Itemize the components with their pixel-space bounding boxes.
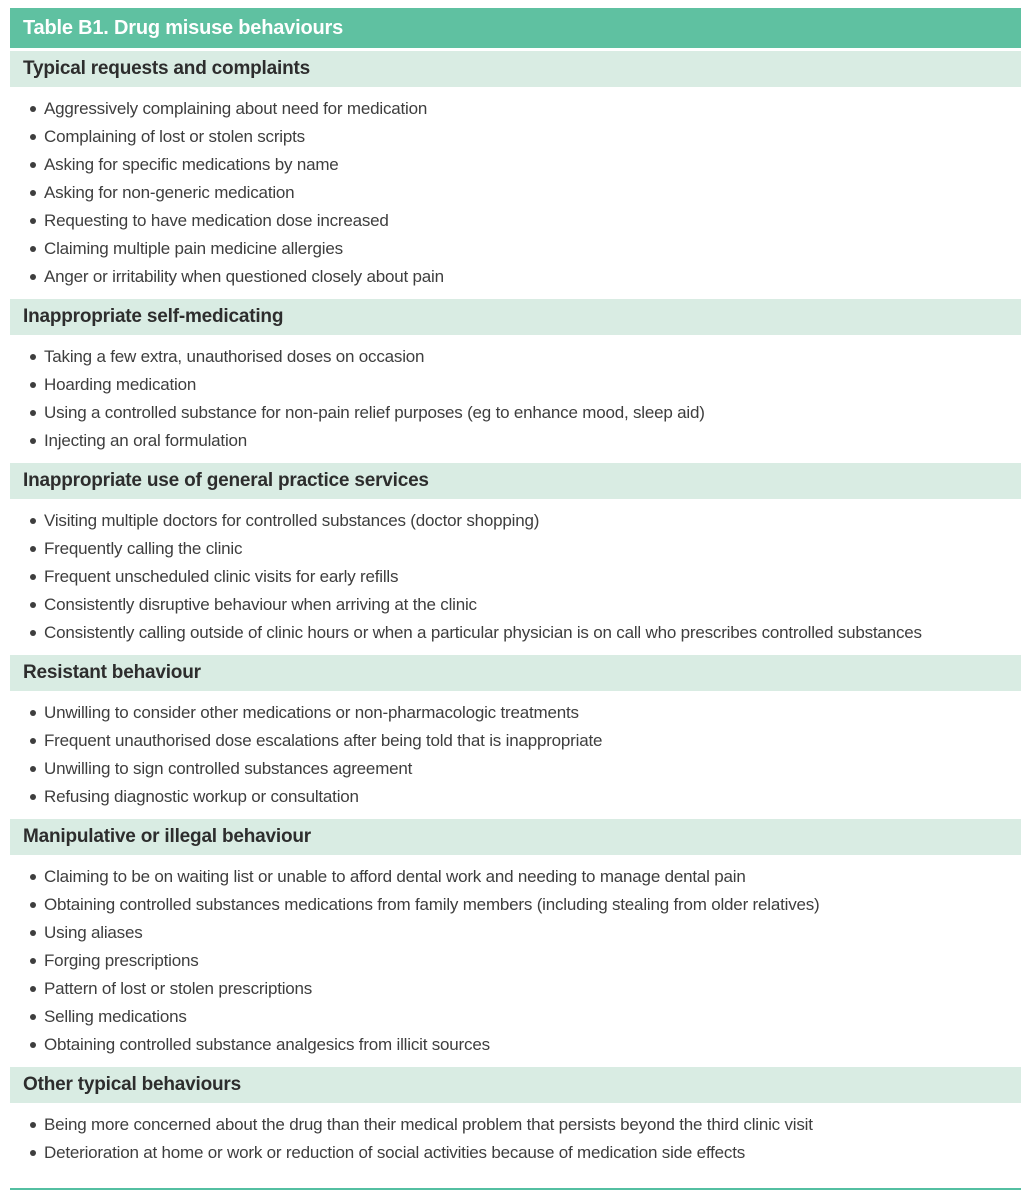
bullet-icon bbox=[30, 794, 36, 800]
drug-misuse-table bbox=[10, 8, 1021, 1190]
bullet-icon bbox=[30, 1122, 36, 1128]
bullet-icon bbox=[30, 710, 36, 716]
bullet-item bbox=[30, 755, 1011, 783]
bullet-text: Frequently calling the clinic bbox=[44, 539, 243, 558]
table-section bbox=[10, 1067, 1021, 1175]
bullet-text: Anger or irritability when questioned closely about pain bbox=[44, 267, 444, 286]
bullet-item bbox=[30, 95, 1011, 123]
bullet-text: Deterioration at home or work or reduction of social activities because of medication side effects bbox=[44, 1143, 746, 1162]
section-heading: Inappropriate self-medicating bbox=[10, 299, 1021, 335]
bullet-text: Obtaining controlled substances medications from family members (including stealing from older relatives) bbox=[44, 895, 820, 914]
bullet-item bbox=[30, 727, 1011, 755]
bullet-item bbox=[30, 235, 1011, 263]
bullet-icon bbox=[30, 410, 36, 416]
table-section bbox=[10, 51, 1021, 299]
bullet-icon bbox=[30, 630, 36, 636]
bullet-icon bbox=[30, 438, 36, 444]
bullet-text: Refusing diagnostic workup or consultation bbox=[44, 787, 359, 806]
bullet-item bbox=[30, 919, 1011, 947]
bullet-list bbox=[10, 87, 1021, 299]
bullet-icon bbox=[30, 190, 36, 196]
bullet-item bbox=[30, 975, 1011, 1003]
section-heading: Resistant behaviour bbox=[10, 655, 1021, 691]
bullet-icon bbox=[30, 574, 36, 580]
bullet-icon bbox=[30, 874, 36, 880]
bullet-item bbox=[30, 535, 1011, 563]
bullet-item bbox=[30, 1111, 1011, 1139]
bullet-item bbox=[30, 783, 1011, 811]
bullet-item bbox=[30, 563, 1011, 591]
bullet-icon bbox=[30, 930, 36, 936]
bullet-text: Frequent unauthorised dose escalations after being told that is inappropriate bbox=[44, 731, 603, 750]
bullet-icon bbox=[30, 738, 36, 744]
bullet-icon bbox=[30, 246, 36, 252]
bullet-text: Unwilling to consider other medications or non-pharmacologic treatments bbox=[44, 703, 579, 722]
bullet-icon bbox=[30, 546, 36, 552]
bullet-text: Using a controlled substance for non-pain relief purposes (eg to enhance mood, sleep aid) bbox=[44, 403, 705, 422]
bullet-icon bbox=[30, 274, 36, 280]
bullet-item bbox=[30, 1031, 1011, 1059]
bullet-item bbox=[30, 179, 1011, 207]
bullet-item bbox=[30, 591, 1011, 619]
bullet-text: Selling medications bbox=[44, 1007, 187, 1026]
bullet-item bbox=[30, 1139, 1011, 1167]
section-heading: Other typical behaviours bbox=[10, 1067, 1021, 1103]
bullet-icon bbox=[30, 986, 36, 992]
bullet-item bbox=[30, 371, 1011, 399]
bullet-text: Unwilling to sign controlled substances agreement bbox=[44, 759, 413, 778]
bullet-text: Visiting multiple doctors for controlled substances (doctor shopping) bbox=[44, 511, 540, 530]
bullet-icon bbox=[30, 354, 36, 360]
bullet-list bbox=[10, 335, 1021, 463]
bullet-item bbox=[30, 427, 1011, 455]
bullet-text: Claiming multiple pain medicine allergies bbox=[44, 239, 343, 258]
bullet-item bbox=[30, 891, 1011, 919]
bullet-icon bbox=[30, 1150, 36, 1156]
bullet-item bbox=[30, 863, 1011, 891]
bullet-text: Consistently calling outside of clinic hours or when a particular physician is on call who prescribes controlled substances bbox=[44, 623, 922, 642]
bullet-list bbox=[10, 855, 1021, 1067]
bullet-item bbox=[30, 399, 1011, 427]
bullet-item bbox=[30, 507, 1011, 535]
bullet-item bbox=[30, 207, 1011, 235]
bullet-icon bbox=[30, 134, 36, 140]
bullet-icon bbox=[30, 902, 36, 908]
bullet-icon bbox=[30, 218, 36, 224]
bullet-item bbox=[30, 151, 1011, 179]
section-heading: Manipulative or illegal behaviour bbox=[10, 819, 1021, 855]
bullet-text: Pattern of lost or stolen prescriptions bbox=[44, 979, 313, 998]
table-section bbox=[10, 655, 1021, 819]
bullet-icon bbox=[30, 382, 36, 388]
bullet-text: Requesting to have medication dose increased bbox=[44, 211, 389, 230]
bullet-icon bbox=[30, 106, 36, 112]
bullet-icon bbox=[30, 1014, 36, 1020]
bullet-text: Being more concerned about the drug than their medical problem that persists beyond the third clinic visit bbox=[44, 1115, 813, 1134]
bullet-item bbox=[30, 699, 1011, 727]
bullet-text: Asking for specific medications by name bbox=[44, 155, 339, 174]
bullet-list bbox=[10, 691, 1021, 819]
bullet-text: Using aliases bbox=[44, 923, 143, 942]
bullet-text: Taking a few extra, unauthorised doses on occasion bbox=[44, 347, 425, 366]
bullet-item bbox=[30, 1003, 1011, 1031]
table-section bbox=[10, 299, 1021, 463]
section-heading: Typical requests and complaints bbox=[10, 51, 1021, 87]
sections bbox=[10, 51, 1021, 1175]
bullet-text: Asking for non-generic medication bbox=[44, 183, 295, 202]
bullet-list bbox=[10, 499, 1021, 655]
bullet-item bbox=[30, 343, 1011, 371]
bullet-icon bbox=[30, 518, 36, 524]
bullet-item bbox=[30, 263, 1011, 291]
bullet-icon bbox=[30, 602, 36, 608]
bullet-icon bbox=[30, 162, 36, 168]
table-section bbox=[10, 819, 1021, 1067]
bullet-text: Complaining of lost or stolen scripts bbox=[44, 127, 305, 146]
bullet-text: Frequent unscheduled clinic visits for early refills bbox=[44, 567, 399, 586]
table-bottom-rule bbox=[10, 1188, 1021, 1190]
bullet-text: Injecting an oral formulation bbox=[44, 431, 248, 450]
bullet-icon bbox=[30, 958, 36, 964]
bullet-text: Obtaining controlled substance analgesics from illicit sources bbox=[44, 1035, 490, 1054]
section-heading: Inappropriate use of general practice services bbox=[10, 463, 1021, 499]
bullet-text: Forging prescriptions bbox=[44, 951, 199, 970]
bullet-text: Claiming to be on waiting list or unable to afford dental work and needing to manage dental pain bbox=[44, 867, 746, 886]
bullet-item bbox=[30, 619, 1011, 647]
bullet-text: Aggressively complaining about need for medication bbox=[44, 99, 428, 118]
bullet-item bbox=[30, 947, 1011, 975]
bullet-text: Consistently disruptive behaviour when arriving at the clinic bbox=[44, 595, 477, 614]
table-title-bar: Table B1. Drug misuse behaviours bbox=[10, 8, 1021, 48]
table-section bbox=[10, 463, 1021, 655]
bullet-icon bbox=[30, 766, 36, 772]
bullet-icon bbox=[30, 1042, 36, 1048]
bullet-list bbox=[10, 1103, 1021, 1175]
bullet-item bbox=[30, 123, 1011, 151]
bullet-text: Hoarding medication bbox=[44, 375, 197, 394]
